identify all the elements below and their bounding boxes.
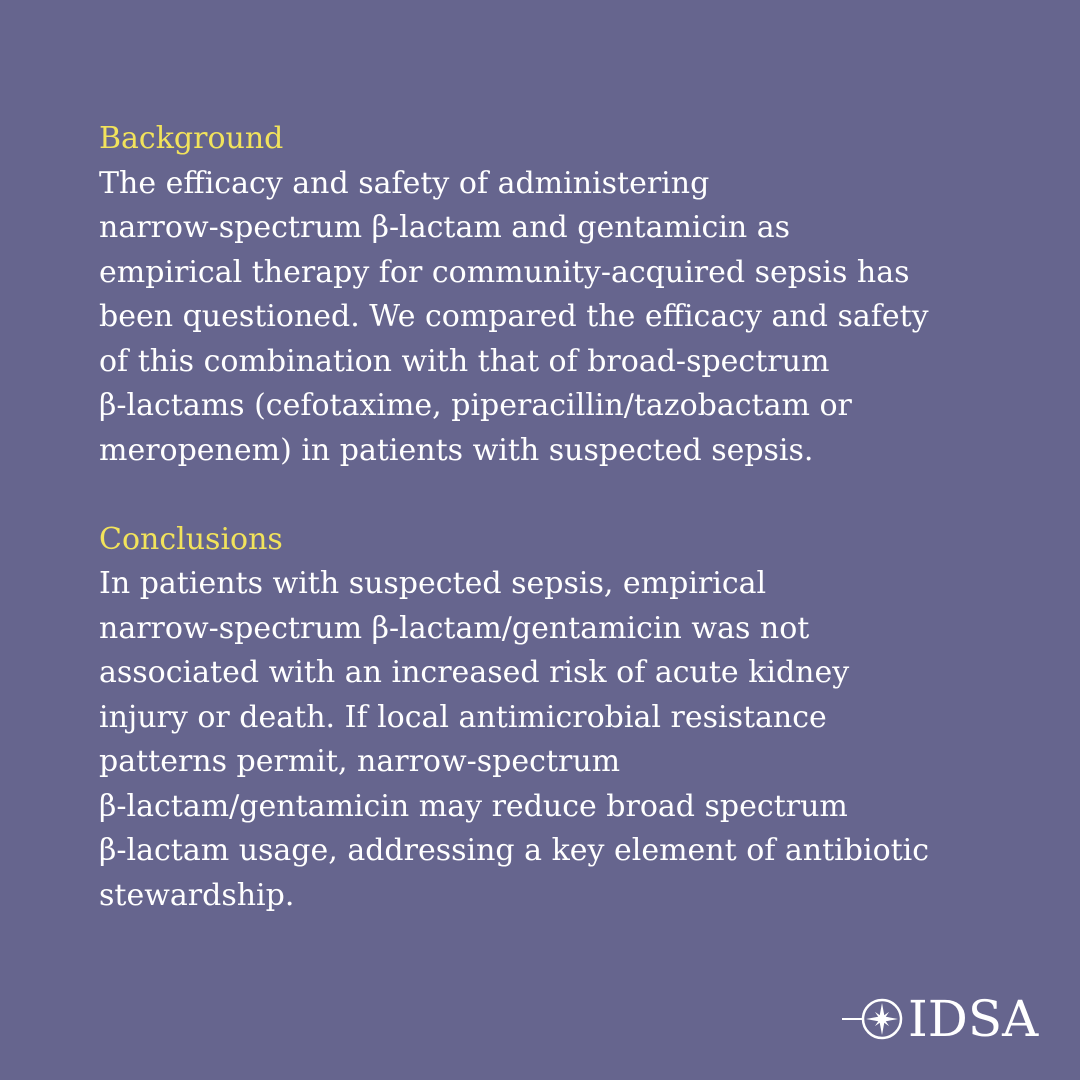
conclusions-line: narrow-spectrum β-lactam/gentamicin was not [99,610,810,646]
idsa-logo [842,986,1038,1052]
conclusions-line: associated with an increased risk of acute kidney [99,655,850,690]
background-line: meropenem) in patients with suspected sepsis. [99,432,814,468]
background-line: empirical therapy for community-acquired sepsis has [99,254,910,290]
conclusions-heading: Conclusions [99,521,283,557]
background-line: been questioned. We compared the efficacy and safety [99,299,929,334]
background-text [99,162,999,474]
conclusions-line: injury or death. If local antimicrobial resistance [99,699,827,735]
background-heading: Background [99,121,284,156]
section-divider-space [99,473,999,518]
background-line: β-lactams (cefotaxime, piperacillin/tazobactam or [99,388,852,423]
conclusions-line: stewardship. [99,877,295,913]
background-line: of this combination with that of broad-spectrum [99,343,830,379]
conclusions-line: patterns permit, narrow-spectrum [99,744,621,779]
conclusions-line: β-lactam usage, addressing a key element of antibiotic [99,833,930,868]
conclusions-text [99,562,999,918]
conclusions-line: In patients with suspected sepsis, empirical [99,566,767,601]
background-line: narrow-spectrum β-lactam and gentamicin as [99,210,791,245]
background-line: The efficacy and safety of administering [99,165,710,201]
compass-star-icon [842,994,906,1044]
abstract-content [99,117,999,918]
conclusions-line: β-lactam/gentamicin may reduce broad spectrum [99,788,848,824]
logo-text: IDSA [908,990,1039,1048]
